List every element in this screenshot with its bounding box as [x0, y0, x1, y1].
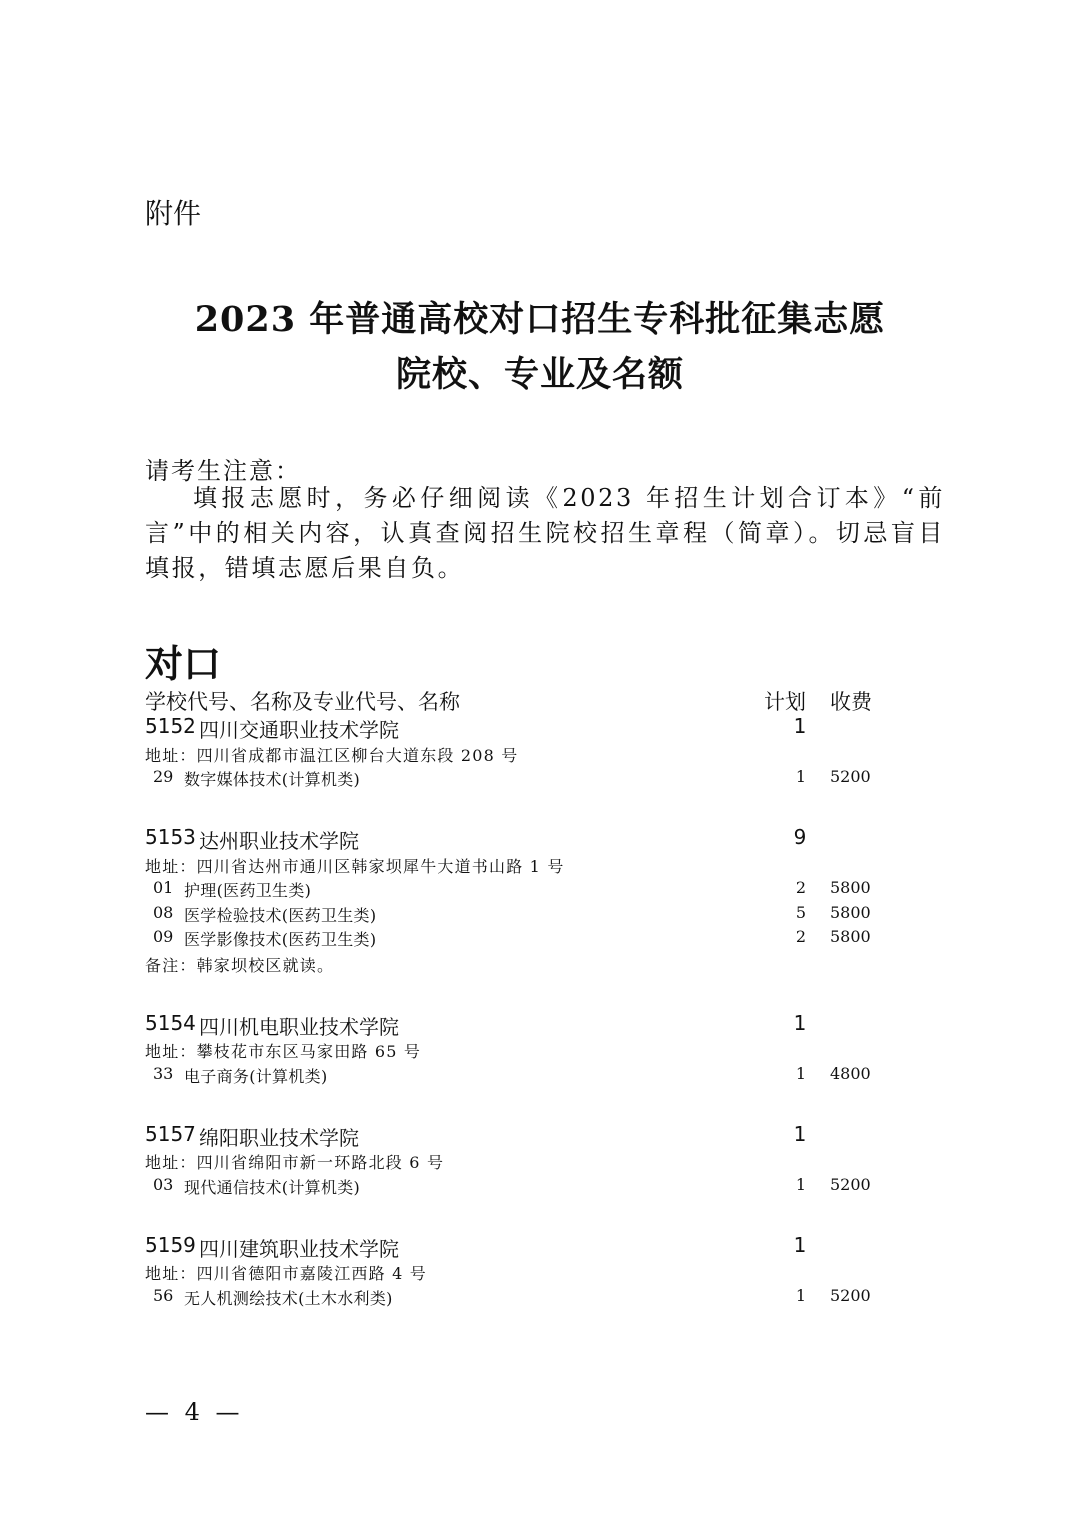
school-plan: 9 [793, 825, 807, 849]
major-row [0, 1064, 1080, 1088]
school-address: 地址：四川省德阳市嘉陵江西路 4 号 [145, 1264, 427, 1283]
major-code: 09 [153, 927, 174, 946]
major-code: 01 [153, 878, 174, 897]
major-code: 29 [153, 767, 174, 786]
school-address: 地址：四川省绵阳市新一环路北段 6 号 [145, 1153, 445, 1172]
major-code: 03 [153, 1175, 174, 1194]
school-name: 四川建筑职业技术学院 [199, 1237, 399, 1261]
school-plan: 1 [793, 1233, 807, 1257]
major-plan: 2 [795, 927, 807, 946]
major-fee: 4800 [830, 1064, 871, 1083]
major-fee: 5200 [830, 1175, 871, 1194]
major-row [0, 903, 1080, 927]
major-name: 医学影像技术(医药卫生类) [184, 930, 377, 949]
school-name: 达州职业技术学院 [199, 829, 359, 853]
school-address: 地址：攀枝花市东区马家田路 65 号 [145, 1042, 422, 1061]
major-fee: 5800 [830, 927, 871, 946]
school-name: 四川机电职业技术学院 [199, 1015, 399, 1039]
school-name: 绵阳职业技术学院 [199, 1126, 359, 1150]
school-code: 5157 [145, 1122, 196, 1146]
document-title-line2: 院校、专业及名额 [395, 354, 684, 395]
school-code: 5153 [145, 825, 196, 849]
major-row [0, 767, 1080, 791]
header-name-column: 学校代号、名称及专业代号、名称 [145, 690, 460, 714]
attachment-label: 附件 [145, 197, 202, 230]
major-name: 医学检验技术(医药卫生类) [184, 906, 377, 925]
major-plan: 1 [795, 1286, 807, 1305]
major-plan: 1 [795, 1175, 807, 1194]
school-address: 地址：四川省达州市通川区韩家坝犀牛大道书山路 1 号 [145, 857, 565, 876]
major-name: 电子商务(计算机类) [184, 1067, 328, 1086]
school-address: 地址：四川省成都市温江区柳台大道东段 208 号 [145, 746, 519, 765]
page-number: — 4 — [145, 1398, 244, 1426]
major-name: 数字媒体技术(计算机类) [184, 770, 361, 789]
major-plan: 1 [795, 1064, 807, 1083]
notice-body: 填报志愿时，务必仔细阅读《2023 年招生计划合订本》“前言”中的相关内容，认真查阅招生院校招生章程（简章）。切忌盲目填报，错填志愿后果自负。 [145, 484, 945, 582]
major-fee: 5800 [830, 878, 871, 897]
major-fee: 5800 [830, 903, 871, 922]
school-name: 四川交通职业技术学院 [199, 718, 399, 742]
major-fee: 5200 [830, 1286, 871, 1305]
school-plan: 1 [793, 1122, 807, 1146]
major-plan: 2 [795, 878, 807, 897]
major-row [0, 927, 1080, 951]
major-name: 现代通信技术(计算机类) [184, 1178, 361, 1197]
major-row [0, 878, 1080, 902]
school-code: 5159 [145, 1233, 196, 1257]
major-code: 56 [153, 1286, 174, 1305]
header-plan-column: 计划 [764, 690, 806, 714]
major-plan: 5 [795, 903, 807, 922]
major-row [0, 1175, 1080, 1199]
document-title-line1: 2023 年普通高校对口招生专科批征集志愿 [194, 299, 886, 340]
major-fee: 5200 [830, 767, 871, 786]
major-code: 33 [153, 1064, 174, 1083]
school-code: 5152 [145, 714, 196, 738]
major-row [0, 1286, 1080, 1310]
school-plan: 1 [793, 1011, 807, 1035]
notice-heading: 请考生注意： [145, 457, 301, 485]
major-name: 护理(医药卫生类) [184, 881, 312, 900]
school-code: 5154 [145, 1011, 196, 1035]
school-remark: 备注：韩家坝校区就读。 [145, 956, 335, 975]
section-title: 对口 [145, 642, 222, 686]
school-plan: 1 [793, 714, 807, 738]
major-name: 无人机测绘技术(土木水利类) [184, 1289, 393, 1308]
header-fee-column: 收费 [830, 690, 872, 714]
major-plan: 1 [795, 767, 807, 786]
major-code: 08 [153, 903, 174, 922]
